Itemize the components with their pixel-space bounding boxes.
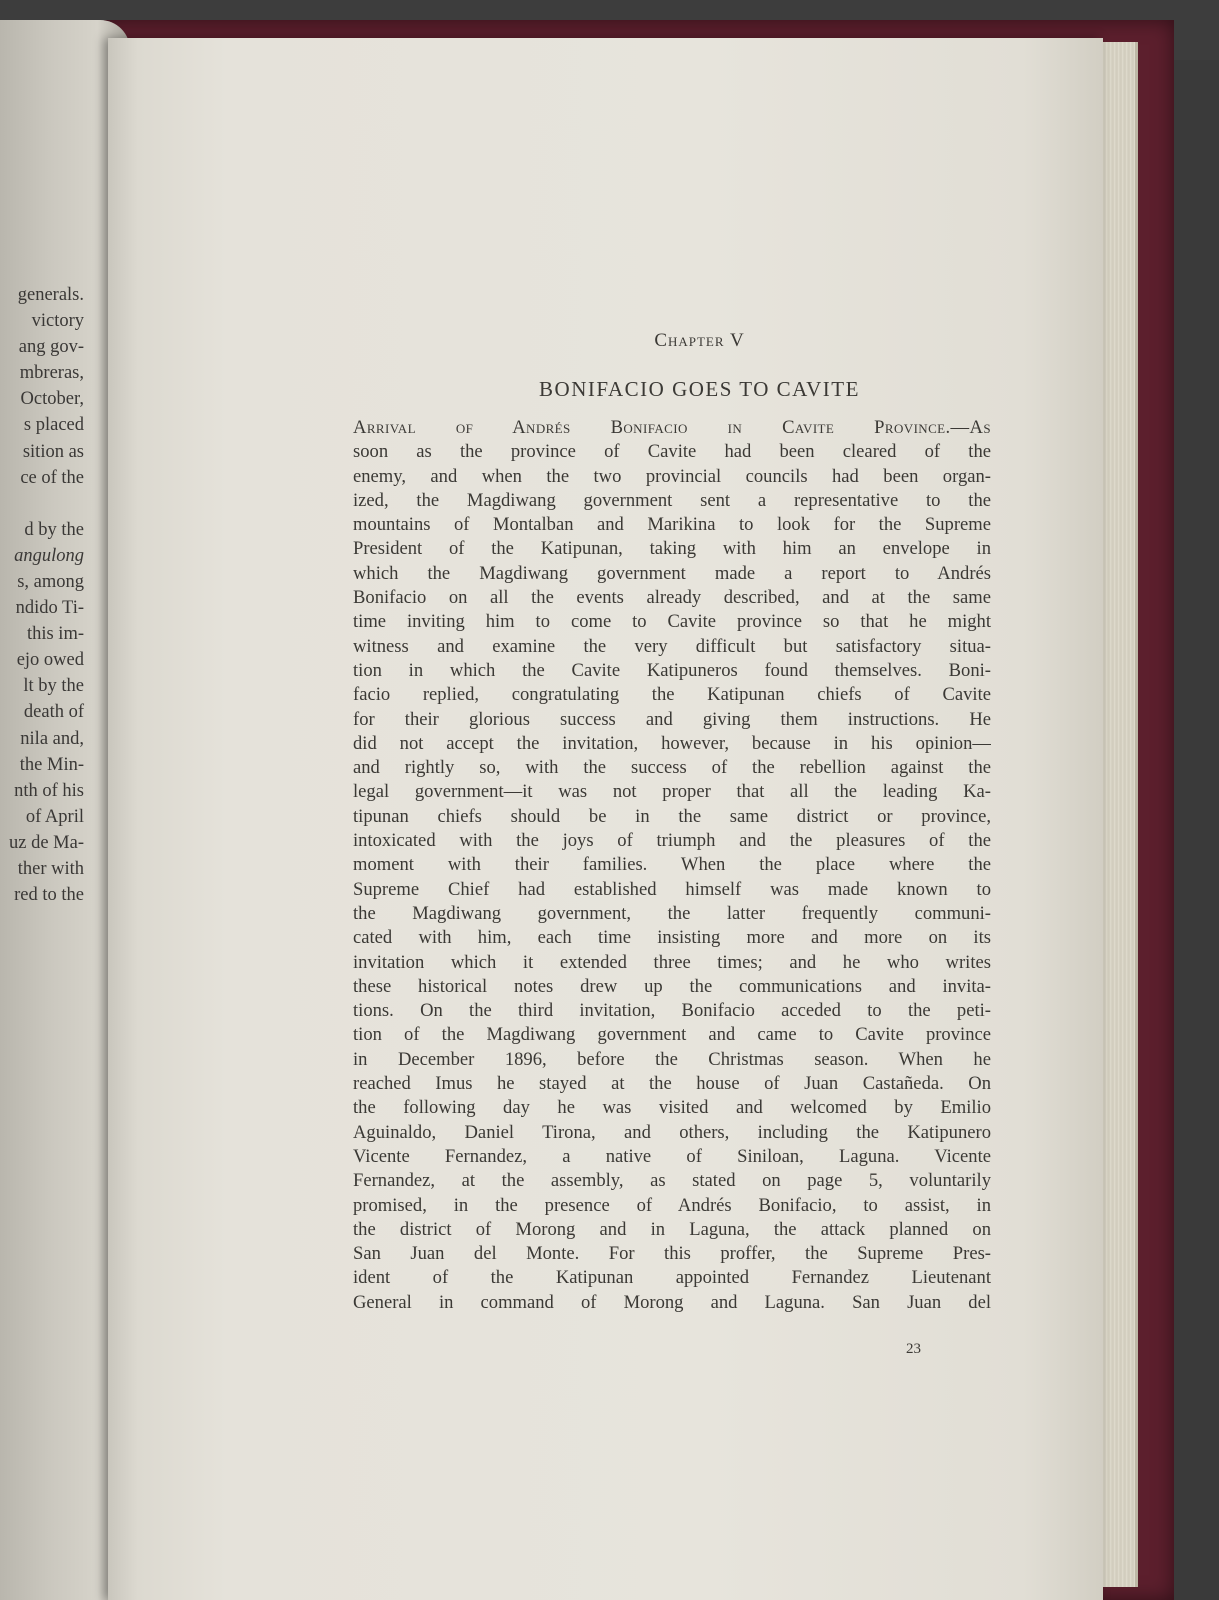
body-line: San Juan del Monte. For this proffer, the Supreme Pres- [353, 1243, 991, 1265]
body-line: ized, the Magdiwang government sent a representative to the [353, 489, 991, 511]
body-line: tipunan chiefs should be in the same district or province, [353, 805, 991, 827]
body-line: tions. On the third invitation, Bonifacio acceded to the peti- [353, 1000, 991, 1022]
left-page-line: ther with [17, 858, 84, 879]
left-page-line: s, among [17, 571, 84, 592]
body-line: promised, in the presence of Andrés Bonifacio, to assist, in [353, 1194, 991, 1216]
left-page-line: s placed [23, 415, 84, 436]
body-line: the district of Morong and in Laguna, the attack planned on [353, 1218, 991, 1240]
body-line: legal government—it was not proper that all the leading Ka- [353, 781, 991, 803]
left-page-line: victory [31, 311, 84, 332]
body-line: President of the Katipunan, taking with him an envelope in [353, 538, 991, 560]
body-line: the Magdiwang government, the latter frequently communi- [353, 902, 991, 924]
left-page-line: generals. [17, 285, 84, 305]
body-line: mountains of Montalban and Marikina to look for the Supreme [353, 514, 991, 536]
body-line: tion in which the Cavite Katipuneros found themselves. Boni- [353, 659, 991, 681]
body-line: and rightly so, with the success of the rebellion against the [353, 757, 991, 779]
left-page-line: angulong [14, 545, 84, 566]
body-line: ident of the Katipunan appointed Fernandez Lieutenant [353, 1267, 991, 1289]
left-page-line: mbreras, [19, 363, 84, 384]
chapter-heading: Chapter V [654, 330, 745, 351]
body-line: for their glorious success and giving them instructions. He [353, 708, 991, 730]
body-line: witness and examine the very difficult but satisfactory situa- [353, 635, 991, 657]
left-page-line: this im- [26, 624, 84, 645]
body-line: Supreme Chief had established himself was made known to [353, 878, 991, 900]
left-page-line: ndido Ti- [15, 598, 84, 619]
left-page-line: October, [20, 389, 84, 410]
left-page-line: sition as [22, 441, 84, 462]
body-line: soon as the province of Cavite had been cleared of the [353, 441, 991, 463]
left-page-text [0, 282, 84, 908]
right-page [108, 38, 1103, 1600]
body-line: did not accept the invitation, however, because in his opinion— [353, 732, 991, 754]
page-number: 23 [906, 1341, 921, 1357]
body-line: General in command of Morong and Laguna. San Juan del [353, 1291, 991, 1313]
left-page-line: d by the [24, 519, 84, 540]
left-page-line: red to the [14, 885, 84, 906]
body-line: Aguinaldo, Daniel Tirona, and others, including the Katipunero [353, 1121, 991, 1143]
left-page-line: the Min- [19, 754, 84, 775]
body-line: the following day he was visited and welcomed by Emilio [353, 1097, 991, 1119]
body-line: tion of the Magdiwang government and came to Cavite province [353, 1024, 991, 1046]
body-line: Bonifacio on all the events already described, and at the same [353, 587, 991, 609]
left-page-line: ce of the [20, 467, 84, 488]
left-page-line: death of [23, 702, 84, 723]
body-line: cated with him, each time insisting more and more on its [353, 927, 991, 949]
body-line: which the Magdiwang government made a report to Andrés [353, 562, 991, 584]
body-text [353, 416, 991, 1315]
body-line: intoxicated with the joys of triumph and the pleasures of the [353, 830, 991, 852]
body-line: time inviting him to come to Cavite province so that he might [353, 611, 991, 633]
section-heading: Arrival of Andrés Bonifacio in Cavite Province.—As [353, 417, 991, 438]
left-page-line: nila and, [20, 728, 84, 749]
body-line [353, 416, 991, 440]
left-page-line: nth of his [14, 780, 84, 801]
left-page-line: ejo owed [16, 650, 84, 671]
body-line: Fernandez, at the assembly, as stated on page 5, voluntarily [353, 1170, 991, 1192]
page-text-block [353, 328, 991, 1315]
left-page-line: ang gov- [18, 337, 84, 358]
left-page-line: uz de Ma- [9, 832, 84, 853]
chapter-title: BONIFACIO GOES TO CAVITE [539, 377, 860, 401]
body-line: Vicente Fernandez, a native of Siniloan, Laguna. Vicente [353, 1145, 991, 1167]
body-line: in December 1896, before the Christmas season. When he [353, 1048, 991, 1070]
body-line: these historical notes drew up the communications and invita- [353, 975, 991, 997]
body-line: moment with their families. When the place where the [353, 854, 991, 876]
body-line: enemy, and when the two provincial councils had been organ- [353, 465, 991, 487]
body-line: invitation which it extended three times; and he who writes [353, 951, 991, 973]
left-page-gap [0, 491, 84, 517]
body-line: facio replied, congratulating the Katipunan chiefs of Cavite [353, 684, 991, 706]
left-page-line: lt by the [23, 676, 84, 697]
left-page-line: of April [25, 806, 84, 827]
body-line: reached Imus he stayed at the house of Juan Castañeda. On [353, 1073, 991, 1095]
